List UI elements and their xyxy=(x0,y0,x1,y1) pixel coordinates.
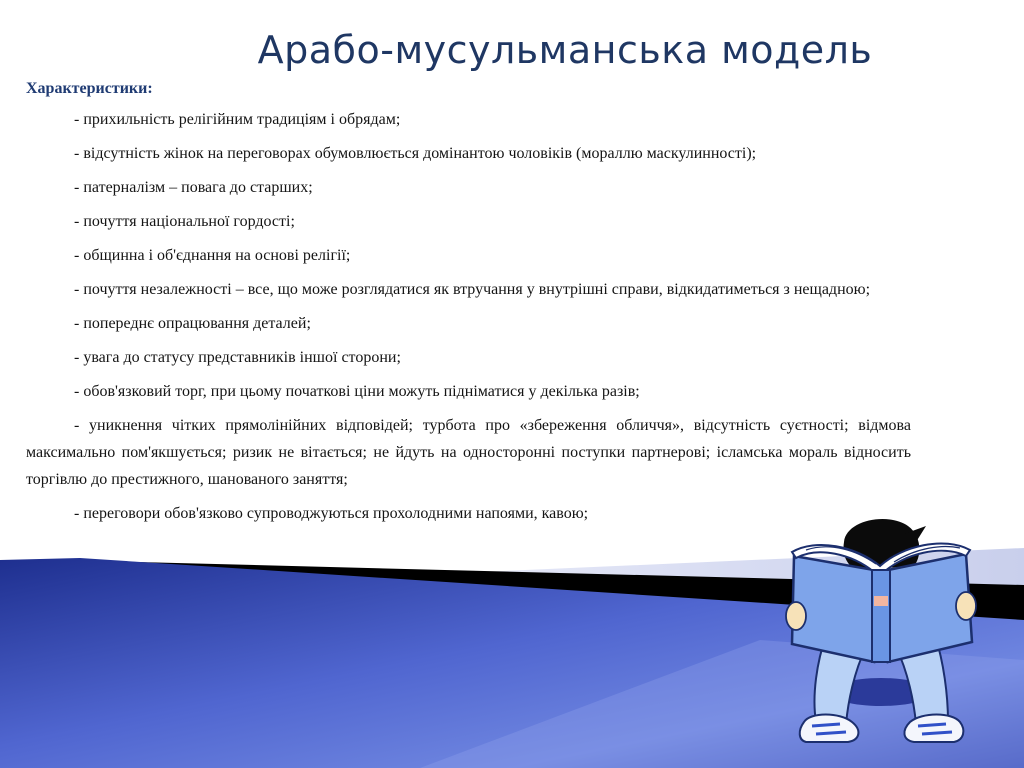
list-item: - увага до статусу представників іншої сторони; xyxy=(74,349,401,366)
list-item: - патерналізм – повага до старших; xyxy=(74,179,313,196)
list-item: - прихильність релігійним традиціям і обрядам; xyxy=(74,111,401,128)
list-item: - обов'язковий торг, при цьому початкові ціни можуть підніматися у декілька разів; xyxy=(74,383,640,400)
content-block xyxy=(26,78,911,534)
list-item: - попереднє опрацювання деталей; xyxy=(74,315,311,332)
characteristics-list xyxy=(26,106,911,527)
list-item: - почуття незалежності – все, що може розглядатися як втручання у внутрішні справи, відкидатиметься з нещадною; xyxy=(74,281,871,298)
characteristics-heading: Характеристики: xyxy=(26,80,153,97)
child-reading-book-icon xyxy=(776,512,986,752)
list-item: - переговори обов'язково супроводжуються прохолодними напоями, кавою; xyxy=(74,505,589,522)
list-item: - відсутність жінок на переговорах обумовлюється домінантою чоловіків (мораллю маскулинності); xyxy=(74,145,757,162)
list-item: - уникнення чітких прямолінійних відповідей; турбота про «збереження обличчя», відсутність суєтності; відмова максимально пом'якшується; ризик не вітається; не йдуть на односторонні поступки партнерові; ісламська мораль відносить торгівлю до престижного, шанованого заняття; xyxy=(26,417,911,488)
list-item: - общинна і об'єднання на основі релігії; xyxy=(74,247,351,264)
list-item: - почуття національної гордості; xyxy=(74,213,295,230)
slide-title: Арабо-мусульманська модель xyxy=(257,28,873,72)
